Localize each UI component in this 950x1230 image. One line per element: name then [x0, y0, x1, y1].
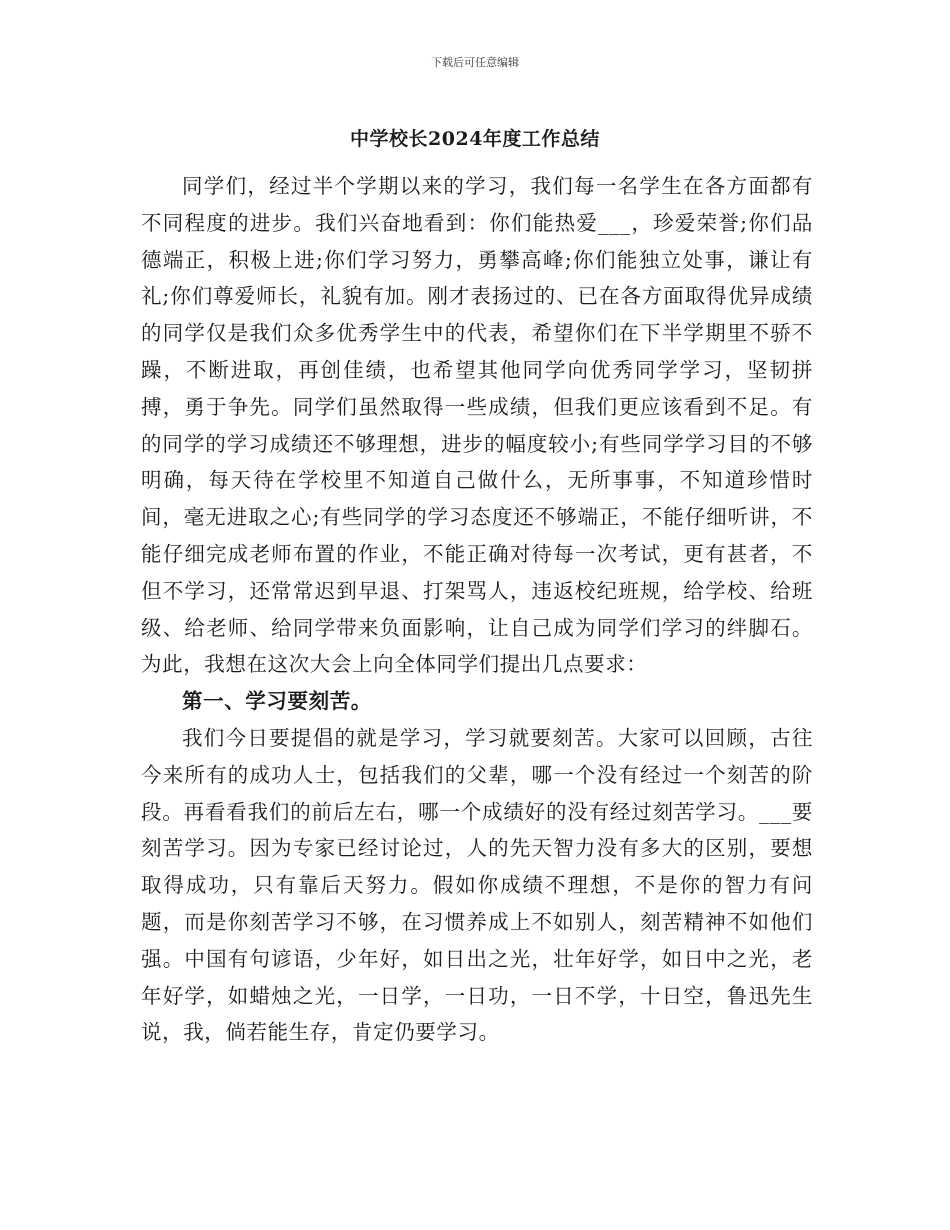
header-note: 下载后可任意编辑 — [431, 56, 519, 69]
document-title: 中学校长2024年度工作总结 — [350, 128, 600, 150]
document-body — [141, 168, 813, 1051]
intro-paragraph: 同学们，经过半个学期以来的学习，我们每一名学生在各方面都有不同程度的进步。我们兴奋地看到：你们能热爱___，珍爱荣誉;你们品德端正，积极上进;你们学习努力，勇攀高峰;你们能独立处事，谦让有礼;你们尊爱师长，礼貌有加。刚才表扬过的、已在各方面取得优异成绩的同学仅是我们众多优秀学生中的代表，希望你们在下半学期里不骄不躁，不断进取，再创佳绩，也希望其他同学向优秀同学学习，坚韧拼搏，勇于争先。同学们虽然取得一些成绩，但我们更应该看到不足。有的同学的学习成绩还不够理想，进步的幅度较小;有些同学学习目的不够明确，每天待在学校里不知道自己做什么，无所事事，不知道珍惜时间，毫无进取之心;有些同学的学习态度还不够端正，不能仔细听讲，不能仔细完成老师布置的作业，不能正确对待每一次考试，更有甚者，不但不学习，还常常迟到早退、打架骂人，违返校纪班规，给学校、给班级、给老师、给同学带来负面影响，让自己成为同学们学习的绊脚石。为此，我想在这次大会上向全体同学们提出几点要求： — [141, 174, 813, 677]
section-paragraph: 我们今日要提倡的就是学习，学习就要刻苦。大家可以回顾，古往今来所有的成功人士，包括我们的父辈，哪一个没有经过一个刻苦的阶段。再看看我们的前后左右，哪一个成绩好的没有经过刻苦学习。___要刻苦学习。因为专家已经讨论过，人的先天智力没有多大的区别，要想取得成功，只有靠后天努力。假如你成绩不理想，不是你的智力有问题，而是你刻苦学习不够，在习惯养成上不如别人，刻苦精神不如他们强。中国有句谚语，少年好，如日出之光，壮年好学，如日中之光，老年好学，如蜡烛之光，一日学，一日功，一日不学，十日空，鲁迅先生说，我，倘若能生存，肯定仍要学习。 — [141, 725, 813, 1045]
section-heading: 第一、学习要刻苦。 — [182, 689, 372, 714]
